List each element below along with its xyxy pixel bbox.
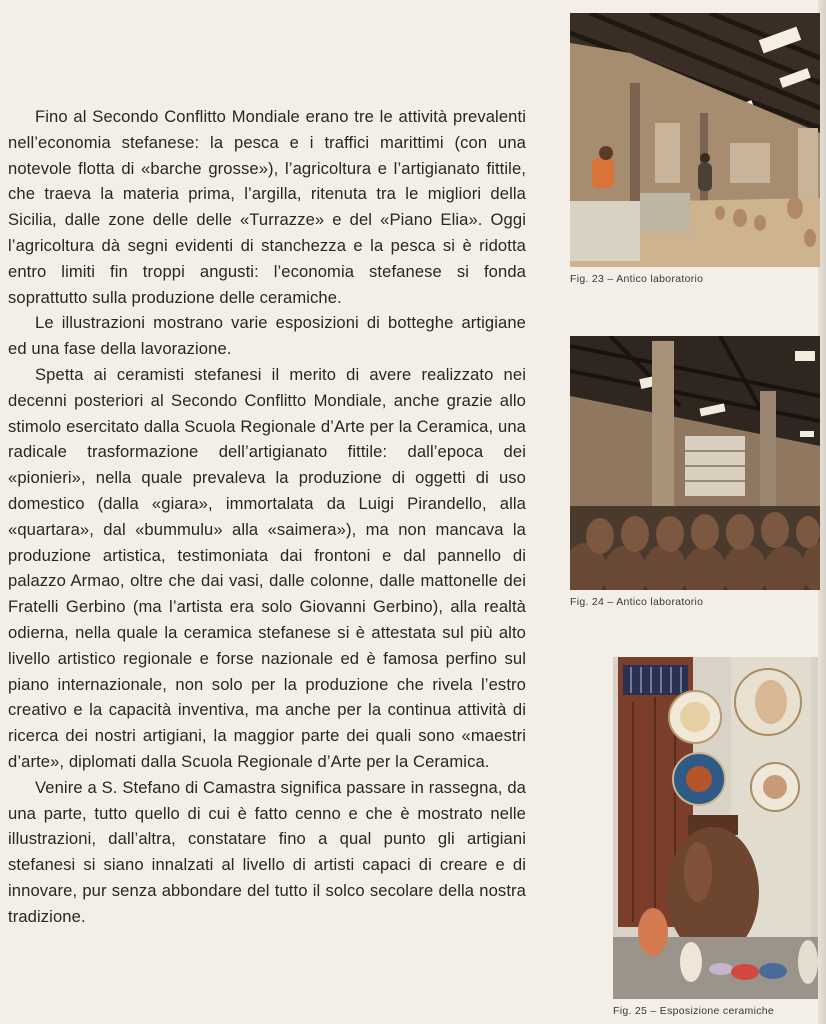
caption-fig-23: Fig. 23 – Antico laboratorio [570,273,704,285]
photo-antico-laboratorio-2 [570,336,820,590]
figure-23 [570,13,820,285]
paragraph-4: Venire a S. Stefano di Camastra significa passare in rassegna, da una parte, tutto quello di cui è fatto cenno e che è mostrato nelle illustrazioni, dall’altra, constatare fino a qual punto gli artigiani stefanesi si siano innalzati al livello di artisti capaci di creare e di innovare, pur senza abbondare del tutto il solco secolare della nostra tradizione. [8,777,526,926]
caption-fig-24: Fig. 24 – Antico laboratorio [570,596,704,608]
figure-25 [613,657,818,1017]
paragraph-3: Spetta ai ceramisti stefanesi il merito di avere realizzato nei decenni posteriori al Secondo Conflitto Mondiale, anche grazie allo stimolo esercitato dalla Scuola Regionale d’Arte per la Ceramica, una radicale trasformazione dell’artigianato fittile: dall’epoca dei «pionieri», nella quale prevaleva la produzione di oggetti di uso domestico (dalla «giara», immortalata da Luigi Pirandello, alla «quartara», dal «bummulu» alla «saimera»), ma non mancava la produzione artistica, testimoniata dai frontoni e dal pannello di palazzo Armao, oltre che dai vasi, dalle colonne, dalle mattonelle dei Fratelli Gerbino (ma l’artista era solo Giovanni Gerbino), alla realtà odierna, nella quale la ceramica stefanese si è attestata sul più alto livello artistico regionale e forse nazionale ed è famosa perfino sul piano internazionale, non solo per la produzione che rivela l’estro creativo e la capacità inventiva, ma anche per la continua attività di ricerca dei nostri artigiani, la maggior parte dei quali sono «maestri d’arte», diplomati dalla Scuola Regionale d’Arte per la Ceramica. [8,364,526,771]
photo-antico-laboratorio-1 [570,13,820,267]
photo-esposizione-ceramiche [613,657,818,999]
caption-fig-25: Fig. 25 – Esposizione ceramiche [613,1005,775,1017]
paragraph-1: Fino al Secondo Conflitto Mondiale erano tre le attività prevalenti nell’economia stefanese: la pesca e i traffici marittimi (con una notevole flotta di «barche grosse»), l’agricoltura e l’artigianato fittile, che traeva la materia prima, l’argilla, ritenuta tra le migliori della Sicilia, dalle zone delle delle «Turrazze» e del «Piano Elia». Oggi l’agricoltura dà segni evidenti di stanchezza e la pesca si è ridotta entro limiti fin troppi angusti: l’economia stefanese si fonda soprattutto sulla produzione delle ceramiche. [8,107,526,307]
paragraph-2: Le illustrazioni mostrano varie esposizioni di botteghe artigiane ed una fase della lavorazione. [8,313,526,359]
body-text-column [8,104,526,930]
figure-24 [570,336,820,608]
